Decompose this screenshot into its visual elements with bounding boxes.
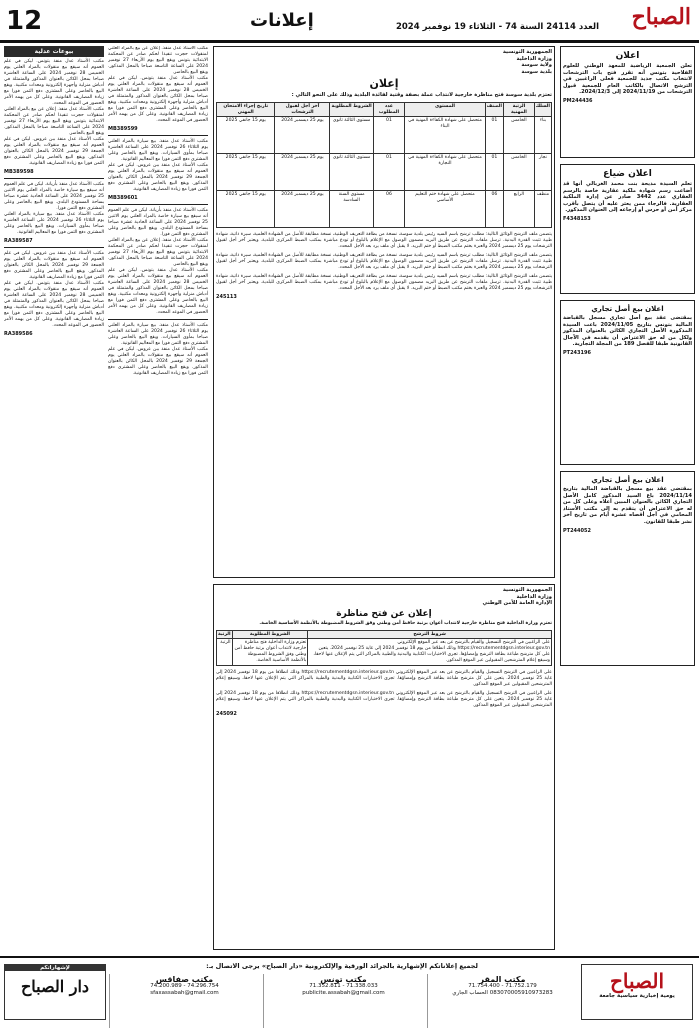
sale-notice: مكتب الأستاذ عدل منفذ بأريانة. ليكن في علم العموم أنه سيقع بيع سيارة خاصة بالمزاد العلني يوم الاثنين 25 نوفمبر 2024 على الساعة الحادية عشرة صباحا بساحة المستودع البلدي. ويقع البيع بالحاضر وعلى المشتري دفع الثمن فورا. [4,182,104,211]
ad-sale-2 [560,471,695,666]
sale-notice: مكتب الأستاذ عدل منفذ ببن عروس. ليكن في علم العموم أنه سيقع بيع منقولات بالمزاد العلني يوم الجمعة 29 نوفمبر 2024 بالمحل الكائن بالعنوان المذكور. ويقع البيع بالحاضر وعلى المشتري دفع الثمن فورا مع زيادة المصاريف القانونية. [4,251,104,280]
interior-notice [213,584,555,950]
table-cell: منظف [534,191,551,228]
sale-notice: مكتب الأستاذ عدل منفذ بتونس. ليكن في علم العموم أنه سيقع بيع منقولات بالمزاد العلني يوم الخميس 28 نوفمبر 2024 على الساعة العاشرة صباحا بمحل الكائن بالعنوان المذكور والمتمثلة في أدباش منزلية وأجهزة إلكترونية ومعدات مكتبية. ويقع البيع بالحاضر وعلى المشتري دفع الثمن فورا مع زيادة المصاريف القانونية. وعلى كل من يهمه الأمر الحضور في الموعد المحدد. [4,59,104,106]
table-cell: 01 [485,117,503,154]
sale-notice-cont: مكتب الأستاذ عدل منفذ ببن عروس. ليكن في علم العموم أنه سيقع بيع منقولات بالمزاد العلني يوم الجمعة 29 نوفمبر 2024 بالمحل الكائن بالعنوان المذكور. ويقع البيع بالحاضر وعلى المشتري دفع الثمن فورا مع زيادة المصاريف القانونية. [108,163,208,192]
cell-rank: على الراغبين في الترشح التسجيل والقيام بالترشح عن بعد عبر الموقع الإلكتروني https://recrutementdgsn.interieur.gov.tn وذلك انطلاقا من يوم 18 نوفمبر 2024 إلى غاية 25 نوفمبر 2024. يتعين على كل مترشح طباعة بطاقة الترشح وإمضاؤها. تجرى الاختبارات الكتابية والبدنية والطبية بالمراكز التي يتم الإعلان عنها لاحقا، وسيقع إعلام المترشحين المقبولين عبر الموقع المذكور. [308,639,552,666]
table-header-cell: عدد المطلوب [373,102,404,116]
ad-ref: PT244052 [563,527,591,534]
table-header-cell: الصنف [485,102,503,116]
ad-title: اعلان [615,51,640,61]
ad-title: اعلان بيع أصل تجاري [591,305,664,313]
sale-notice-cont: مكتب الأستاذ عدل منفذ بتونس. ليكن في علم العموم أنه سيقع بيع منقولات بالمزاد العلني يوم الخميس 28 نوفمبر 2024 على الساعة العاشرة صباحا بمحل الكائن بالعنوان المذكور والمتمثلة في أدباش منزلية وأجهزة إلكترونية ومعدات مكتبية. ويقع البيع بالحاضر وعلى المشتري دفع الثمن فورا مع زيادة المصاريف القانونية. وعلى كل من يهمه الأمر الحضور في الموعد المحدد. [108,76,208,123]
table-cell: 01 [373,154,404,191]
cell-title: الرتبة [217,639,233,666]
table-cell: يوم 25 ديسمبر 2024 [275,154,330,191]
table-cell: الخامس [503,117,534,154]
municipality-label: بلدية سوسة [521,68,552,75]
sale-ref: MB389599 [108,126,138,132]
ad-title: اعلان بيع أصل تجاري [591,476,664,484]
column-two [108,46,208,951]
office-sfax: مكتب صفاقس 74.296.754 - 74.200.989 sfaxassabah@gmail.com [109,974,259,1028]
table-cell: متحصل على شهادة الكفاءة المهنية في البناء [405,117,486,154]
sale-notice: مكتب الأستاذ عدل منفذ بأريانة. ليكن في علم العموم أنه سيقع بيع سيارة خاصة بالمزاد العلني يوم الاثنين 25 نوفمبر 2024 على الساعة الحادية عشرة صباحا بساحة المستودع البلدي. ويقع البيع بالحاضر وعلى المشتري دفع الثمن فورا. [108,208,208,237]
ad-body: بمقتضى عقد بيع أصل تجاري مسجل بالقباضة المالية بتونس بتاريخ 2024/11/05 باعت السيدة المذكورة الأصل التجاري الكائن بالعنوان المذكور ولكل من له حق الاعتراض أن يقدمه في الآجال القانونية طبقا للفصل 189 من المجلة التجارية. [563,315,692,348]
table-cell: الرابع [503,191,534,228]
ad-lost [560,164,695,294]
table-header-cell: المستوى [405,102,486,116]
sale-notice-cont: مكتب الأستاذ عدل منفذ بتونس. ليكن في علم العموم أنه سيقع بيع منقولات بالمزاد العلني يوم الخميس 28 نوفمبر 2024 على الساعة العاشرة صباحا بمحل الكائن بالعنوان المذكور والمتمثلة في أدباش منزلية وأجهزة إلكترونية ومعدات مكتبية. ويقع البيع بالحاضر وعلى المشتري دفع الثمن فورا مع زيادة المصاريف القانونية. وعلى كل من يهمه الأمر الحضور في الموعد المحدد. [108,268,208,315]
sale-ref: MB389598 [4,169,34,175]
unit-label: الإدارة العامة للأمن الوطني [482,600,552,607]
notice-title: إعلان عن فتح مناظرة [336,608,432,619]
section-title: إعلانات [250,10,314,31]
sale-notice: مكتب الأستاذ عدل منفذ. بيع سيارة بالمزاد العلني يوم الثلاثاء 26 نوفمبر 2024 على الساعة العاشرة صباحا بمأوى السيارات. ويقع البيع بالحاضر وعلى المشتري دفع الثمن فورا مع المعاليم القانونية. [108,139,208,162]
notice-body: يتضمن ملف الترشح الوثائق التالية: مطلب ترشح باسم السيد رئيس بلدية سوسة، نسخة من بطاقة التعريف الوطنية، نسخة مطابقة للأصل من الشهادة العلمية، سيرة ذاتية، شهادة طبية تثبت القدرة البدنية. ترسل ملفات الترشح عن طريق البريد مضمون الوصول مع الإعلام بالبلوغ أو تودع مباشرة بمكتب الضبط المركزي للبلدية. ويعتبر آخر أجل لقبول الترشحات يوم 25 ديسمبر 2024 والعبرة بختم مكتب الضبط أو ختم البريد. لا يقبل أي ملف يرد بعد الأجل المحدد. [216,232,552,250]
table-cell: متحصل على شهادة الكفاءة المهنية في النجارة [405,154,486,191]
table-header-cell: آخر أجل لقبول الترشحات [275,102,330,116]
sale-notice: مكتب الأستاذ عدل منفذ. إعلان عن بيع بالمزاد العلني لمنقولات حجزت تنفيذا لحكم صادر عن المحكمة الابتدائية بتونس ويقع البيع يوم الأربعاء 27 نوفمبر 2024 على الساعة التاسعة صباحا بالمحل المذكور. ويقع البيع بالحاضر. [108,46,208,75]
sale-notice-cont: مكتب الأستاذ عدل منفذ. إعلان عن بيع بالمزاد العلني لمنقولات حجزت تنفيذا لحكم صادر عن المحكمة الابتدائية بتونس ويقع البيع يوم الأربعاء 27 نوفمبر 2024 على الساعة التاسعة صباحا بالمحل المذكور. ويقع البيع بالحاضر. [4,107,104,136]
page-header [0,0,699,43]
table-cell: مستوى الثالثة ثانوي [330,154,373,191]
right-ads-column [560,46,695,951]
ministry-label: وزارة الداخلية [516,55,552,62]
positions-table [216,102,552,228]
sale-ref: RA389586 [4,331,33,337]
cell-conditions: تعتزم وزارة الداخلية فتح مناظرة خارجية لانتداب أعوان برتبة حافظ أمن وطني وفق الشروط المضبوطة بالأنظمة الأساسية الخاصة. [232,639,308,666]
footer-logo-left: لإشهاراتكم دار الصباح [4,964,106,1020]
table-cell: 06 [485,191,503,228]
sale-notice-cont: مكتب الأستاذ عدل منفذ. بيع سيارة بالمزاد العلني يوم الثلاثاء 26 نوفمبر 2024 على الساعة العاشرة صباحا بمأوى السيارات. ويقع البيع بالحاضر وعلى المشتري دفع الثمن فورا مع المعاليم القانونية. [4,212,104,235]
table-cell: يوم 25 ديسمبر 2024 [275,191,330,228]
th-rank: شروط الترشح [308,630,552,639]
notice-ref: 245113 [216,294,237,301]
sale-notice-cont: مكتب الأستاذ عدل منفذ ببن عروس. ليكن في علم العموم أنه سيقع بيع منقولات بالمزاد العلني يوم الجمعة 29 نوفمبر 2024 بالمحل الكائن بالعنوان المذكور. ويقع البيع بالحاضر وعلى المشتري دفع الثمن فورا مع زيادة المصاريف القانونية. [4,137,104,166]
table-cell: مستوى السنة السادسة [330,191,373,228]
republic-label: الجمهورية التونسية [502,49,552,55]
table-cell: 01 [373,117,404,154]
ad-title: اعلان ضياع [603,169,652,179]
table-header-cell: الرتبة المهنية [503,102,534,116]
newspaper-logo: الصباح [631,4,691,30]
issue-line: العدد 24114 السنة 74 - الثلاثاء 19 نوفمبر 2024 [395,22,599,32]
office-main: مكتب المقر 71.752.179 - 71.754.400 083070005910973283 الحساب الجاري [427,974,577,1028]
notice-body-repeat-2: يتضمن ملف الترشح الوثائق التالية: مطلب ترشح باسم السيد رئيس بلدية سوسة، نسخة من بطاقة التعريف الوطنية، نسخة مطابقة للأصل من الشهادة العلمية، سيرة ذاتية، شهادة طبية تثبت القدرة البدنية. ترسل ملفات الترشح عن طريق البريد مضمون الوصول مع الإعلام بالبلوغ أو تودع مباشرة بمكتب الضبط المركزي للبلدية. ويعتبر آخر أجل لقبول الترشحات يوم 25 ديسمبر 2024 والعبرة بختم مكتب الضبط أو ختم البريد. لا يقبل أي ملف يرد بعد الأجل المحدد. [216,274,552,292]
notice-body-repeat: على الراغبين في الترشح التسجيل والقيام بالترشح عن بعد عبر الموقع الإلكتروني https://recrutementdgsn.interieur.gov.tn وذلك انطلاقا من يوم 18 نوفمبر 2024 إلى غاية 25 نوفمبر 2024. يتعين على كل مترشح طباعة بطاقة الترشح وإمضاؤها. تجرى الاختبارات الكتابية والبدنية والطبية بالمراكز التي يتم الإعلان عنها لاحقا، وسيقع إعلام المترشحين المقبولين عبر الموقع المذكور. [216,691,552,709]
sale-ref: RA389587 [4,238,33,244]
table-header-cell: السلك [534,102,551,116]
table-cell: يوم 15 جانفي 2025 [217,191,275,228]
notice-title: إعلان [369,77,399,91]
table-cell: متحصل على شهادة ختم التعليم الأساسي [405,191,486,228]
table-cell: يوم 15 جانفي 2025 [217,154,275,191]
ad-ref: PT243196 [563,349,591,356]
page-footer [0,956,699,1024]
ad-sale-1 [560,300,695,465]
table-row [217,154,552,191]
republic-label: الجمهورية التونسية [502,587,552,593]
table-header-row [217,102,552,116]
table-row [217,191,552,228]
table-cell: مستوى الثالثة ثانوي [330,117,373,154]
table-cell: 01 [485,154,503,191]
sale-notice-cont: مكتب الأستاذ عدل منفذ. إعلان عن بيع بالمزاد العلني لمنقولات حجزت تنفيذا لحكم صادر عن المحكمة الابتدائية بتونس ويقع البيع يوم الأربعاء 27 نوفمبر 2024 على الساعة التاسعة صباحا بالمحل المذكور. ويقع البيع بالحاضر. [108,238,208,267]
table-cell: الخامس [503,154,534,191]
footer-logo: الصباح يومية إخبارية سياسية جامعة [581,964,693,1020]
sale-notice: مكتب الأستاذ عدل منفذ. بيع سيارة بالمزاد العلني يوم الثلاثاء 26 نوفمبر 2024 على الساعة العاشرة صباحا بمأوى السيارات. ويقع البيع بالحاضر وعلى المشتري دفع الثمن فورا مع المعاليم القانونية. [108,323,208,346]
table-cell: نجار [534,154,551,191]
ad-body: تعلن الجمعية الرياضية للمعهد الوطني للعلوم الفلاحية بتونس أنه تقرر فتح باب الترشحات لانتخاب مكتب جديد للجمعية فعلى الراغبين في الترشح الاتصال بالكاتب العام للجمعية قبول الترشحات من 2024/11/19 إلى 2024/12/3. [563,63,692,96]
th-conditions: الشروط المطلوبة [232,630,308,639]
table-cell: يوم 15 جانفي 2025 [217,117,275,154]
ad-ref: F4348153 [563,215,591,222]
section-banner: بيوعات عدلية [4,46,104,57]
ministry-label: وزارة الداخلية [516,593,552,600]
footer-headline: لجميع إعلاناتكم الإشهارية بالجرائد الورقية والإلكترونية «دار الصباح» يرجى الاتصال بـ: [206,962,478,970]
sale-notice-cont: مكتب الأستاذ عدل منفذ ببن عروس. ليكن في علم العموم أنه سيقع بيع منقولات بالمزاد العلني يوم الجمعة 29 نوفمبر 2024 بالمحل الكائن بالعنوان المذكور. ويقع البيع بالحاضر وعلى المشتري دفع الثمن فورا مع زيادة المصاريف القانونية. [108,347,208,376]
table-header-cell: تاريخ إجراء الامتحان المهني [217,102,275,116]
ad-ref: PM244436 [563,97,593,104]
conditions-table [216,630,552,667]
notice-intro: تعتزم وزارة الداخلية فتح مناظرة خارجية لانتداب أعوان برتبة حافظ أمن وطني وفق الشروط المضبوطة بالأنظمة الأساسية الخاصة. [259,620,552,626]
notice-body-repeat: يتضمن ملف الترشح الوثائق التالية: مطلب ترشح باسم السيد رئيس بلدية سوسة، نسخة من بطاقة التعريف الوطنية، نسخة مطابقة للأصل من الشهادة العلمية، سيرة ذاتية، شهادة طبية تثبت القدرة البدنية. ترسل ملفات الترشح عن طريق البريد مضمون الوصول مع الإعلام بالبلوغ أو تودع مباشرة بمكتب الضبط المركزي للبلدية. ويعتبر آخر أجل لقبول الترشحات يوم 25 ديسمبر 2024 والعبرة بختم مكتب الضبط أو ختم البريد. لا يقبل أي ملف يرد بعد الأجل المحدد. [216,253,552,271]
table-header-cell: الشروط المطلوبة [330,102,373,116]
sale-notice-cont: مكتب الأستاذ عدل منفذ بتونس. ليكن في علم العموم أنه سيقع بيع منقولات بالمزاد العلني يوم الخميس 28 نوفمبر 2024 على الساعة العاشرة صباحا بمحل الكائن بالعنوان المذكور والمتمثلة في أدباش منزلية وأجهزة إلكترونية ومعدات مكتبية. ويقع البيع بالحاضر وعلى المشتري دفع الثمن فورا مع زيادة المصاريف القانونية. وعلى كل من يهمه الأمر الحضور في الموعد المحدد. [4,281,104,328]
ad-body: بمقتضى عقد بيع مسجل بالقباضة المالية بتاريخ 2024/11/14 باع السيد المذكور كامل الأصل التجاري الكائن بالعنوان المبين أعلاه وعلى كل من له حق الاعتراض أن يتقدم به إلى مكتب الأستاذ المحامي في أجل أقصاه عشرة أيام من تاريخ آخر نشر طبقا للقانون. [563,486,692,525]
th-title: الرتبة [217,630,233,639]
page-number: 12 [6,6,43,36]
state-label: ولاية سوسة [521,62,552,69]
notice-body: على الراغبين في الترشح التسجيل والقيام بالترشح عن بعد عبر الموقع الإلكتروني https://recrutementdgsn.interieur.gov.tn وذلك انطلاقا من يوم 18 نوفمبر 2024 إلى غاية 25 نوفمبر 2024. يتعين على كل مترشح طباعة بطاقة الترشح وإمضاؤها. تجرى الاختبارات الكتابية والبدنية والطبية بالمراكز التي يتم الإعلان عنها لاحقا، وسيقع إعلام المترشحين المقبولين عبر الموقع المذكور. [216,670,552,688]
table-cell: بناء [534,117,551,154]
notice-ref: 245092 [216,711,237,718]
ad-election [560,46,695,158]
office-tunis: مكتب تونس 71.338.033 - 71.352.811 publicite.assabah@gmail.com [263,974,423,1028]
table-cell: 06 [373,191,404,228]
ad-body: تعلم السيدة مديحة بنت محمد الغربالي أنها قد أضاعت رسم شهادة ملكية عقارية خاصة بالرسم العقاري عدد 3442 صادر عن إدارة الملكية العقارية. فالرجاء ممن يعثر عليه أن يتصل بأقرب مركز أمن أو حرس أو إرجاعه إلى العنوان المذكور. [563,181,693,214]
sale-ref: MB389601 [108,195,138,201]
table-row [217,117,552,154]
municipality-notice [213,46,555,578]
left-column [4,46,104,951]
notice-intro: تعتزم بلدية سوسة فتح مناظرة خارجية لانتداب عملة بصفة وقتية لفائدة البلدية وذلك على النحو التالي : [291,92,552,99]
table-cell: يوم 25 ديسمبر 2024 [275,117,330,154]
